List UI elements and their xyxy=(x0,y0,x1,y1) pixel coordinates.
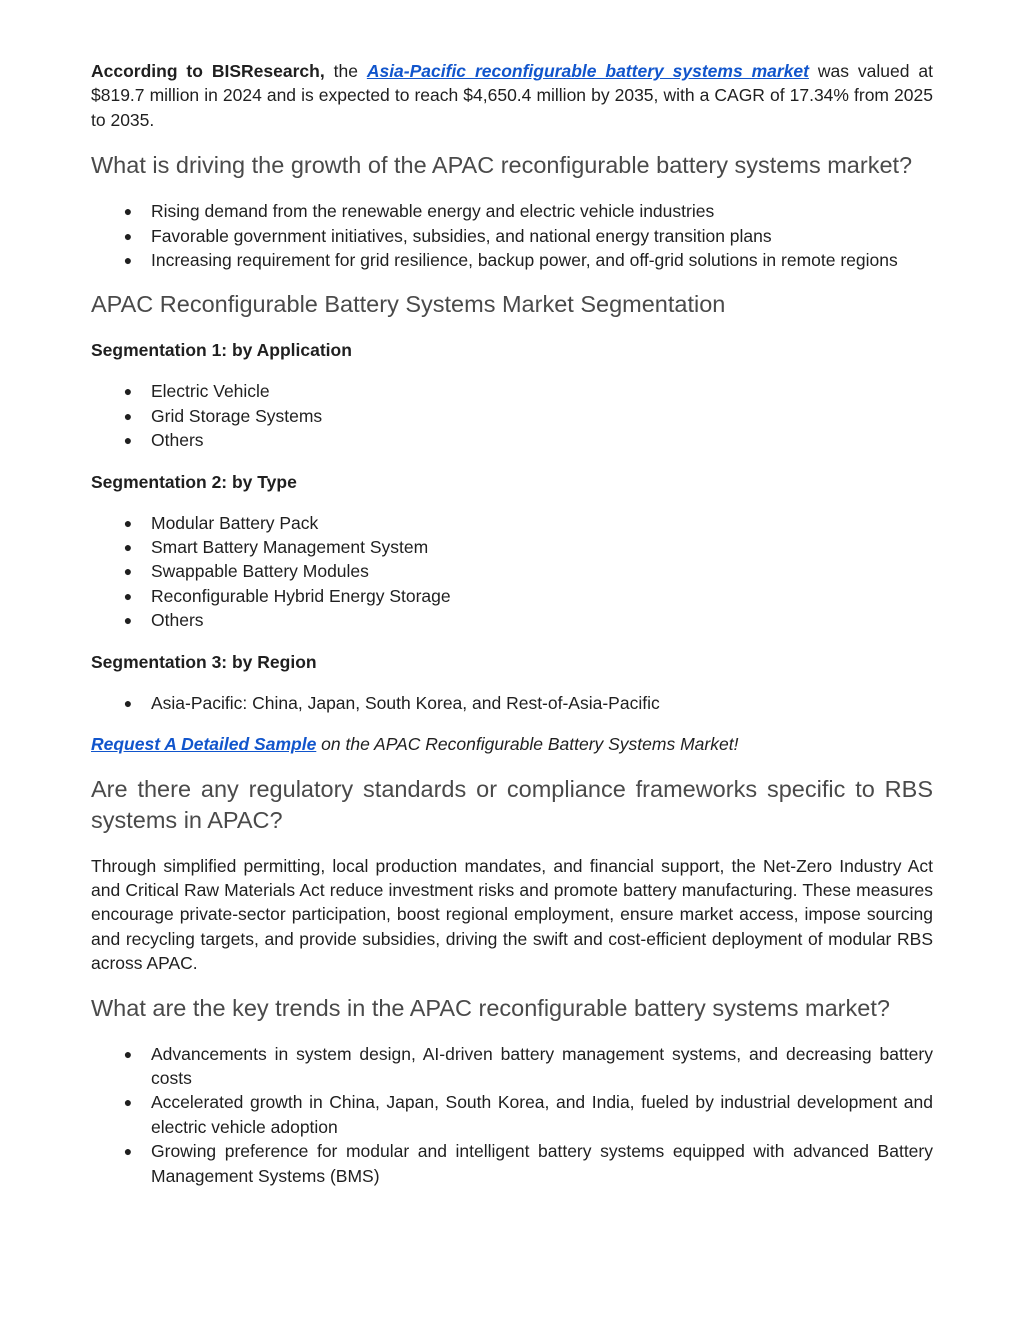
bullet-icon: ● xyxy=(123,203,133,220)
list-item: ● Favorable government initiatives, subsidies, and national energy transition plans xyxy=(91,224,933,248)
bullet-icon: ● xyxy=(123,407,133,424)
trends-heading: What are the key trends in the APAC reconfigurable battery systems market? xyxy=(91,994,890,1021)
trends-list xyxy=(91,1042,933,1188)
bullet-icon: ● xyxy=(123,1094,133,1111)
list-item: ● Rising demand from the renewable energy and electric vehicle industries xyxy=(91,199,933,223)
bullet-icon: ● xyxy=(123,1045,133,1062)
segmentation-2-title: Segmentation 2: by Type xyxy=(91,471,297,492)
regulatory-heading: Are there any regulatory standards or compliance frameworks specific to RBS systems in APAC? xyxy=(91,775,933,833)
intro-paragraph xyxy=(91,59,933,132)
bullet-icon: ● xyxy=(123,227,133,244)
intro-pre-link: the xyxy=(333,61,358,81)
bullet-icon: ● xyxy=(123,383,133,400)
bullet-icon: ● xyxy=(123,587,133,604)
bullet-icon: ● xyxy=(123,252,133,269)
list-item: ● Reconfigurable Hybrid Energy Storage xyxy=(91,584,933,608)
list-item: ● Swappable Battery Modules xyxy=(91,559,933,583)
list-item: ● Others xyxy=(91,428,933,452)
drivers-heading: What is driving the growth of the APAC reconfigurable battery systems market? xyxy=(91,152,913,179)
list-item: ● Modular Battery Pack xyxy=(91,511,933,535)
list-item: ● Accelerated growth in China, Japan, South Korea, and India, fueled by industrial development and electric vehicle adoption xyxy=(91,1090,933,1139)
drivers-list xyxy=(91,199,933,272)
bullet-icon: ● xyxy=(123,694,133,711)
segmentation-1-title: Segmentation 1: by Application xyxy=(91,340,352,361)
market-link[interactable]: Asia-Pacific reconfigurable battery systems market xyxy=(366,61,809,81)
intro-lead: According to BISResearch, xyxy=(91,61,325,81)
sample-request-line xyxy=(91,732,933,756)
bullet-icon: ● xyxy=(123,539,133,556)
bullet-icon: ● xyxy=(123,612,133,629)
segmentation-3-title: Segmentation 3: by Region xyxy=(91,651,317,672)
list-item: ● Asia-Pacific: China, Japan, South Korea, and Rest-of-Asia-Pacific xyxy=(91,691,933,715)
list-item: ● Increasing requirement for grid resilience, backup power, and off-grid solutions in remote regions xyxy=(91,248,933,272)
bullet-icon: ● xyxy=(123,563,133,580)
segmentation-heading: APAC Reconfigurable Battery Systems Market Segmentation xyxy=(91,291,726,318)
bullet-icon: ● xyxy=(123,514,133,531)
regulatory-paragraph: Through simplified permitting, local production mandates, and financial support, the Net-Zero Industry Act and Critical Raw Materials Act reduce investment risks and promote battery manufacturing. These measures encourage private-sector participation, boost regional employment, ensure market access, impose sourcing and recycling targets, and provide subsidies, driving the swift and cost-efficient deployment of modular RBS across APAC. xyxy=(91,855,933,974)
segmentation-2-list xyxy=(91,511,933,633)
list-item: ● Others xyxy=(91,608,933,632)
list-item: ● Electric Vehicle xyxy=(91,379,933,403)
list-item: ● Advancements in system design, AI-driven battery management systems, and decreasing battery costs xyxy=(91,1042,933,1091)
request-sample-link[interactable]: Request A Detailed Sample xyxy=(91,734,317,755)
list-item: ● Smart Battery Management System xyxy=(91,535,933,559)
intro-post-link: was valued at $819.7 million in 2024 and is expected to reach $4,650.4 million by 2035, with a CAGR of 17.34% from 2025 to 2035. xyxy=(91,61,933,130)
document-content xyxy=(91,59,933,1188)
segmentation-3-list xyxy=(91,691,933,715)
bullet-icon: ● xyxy=(123,432,133,449)
list-item: ● Growing preference for modular and intelligent battery systems equipped with advanced Battery Management Systems (BMS) xyxy=(91,1139,933,1188)
segmentation-1-list xyxy=(91,379,933,452)
list-item: ● Grid Storage Systems xyxy=(91,404,933,428)
bullet-icon: ● xyxy=(123,1143,133,1160)
sample-request-text: on the APAC Reconfigurable Battery Systems Market! xyxy=(321,734,739,755)
